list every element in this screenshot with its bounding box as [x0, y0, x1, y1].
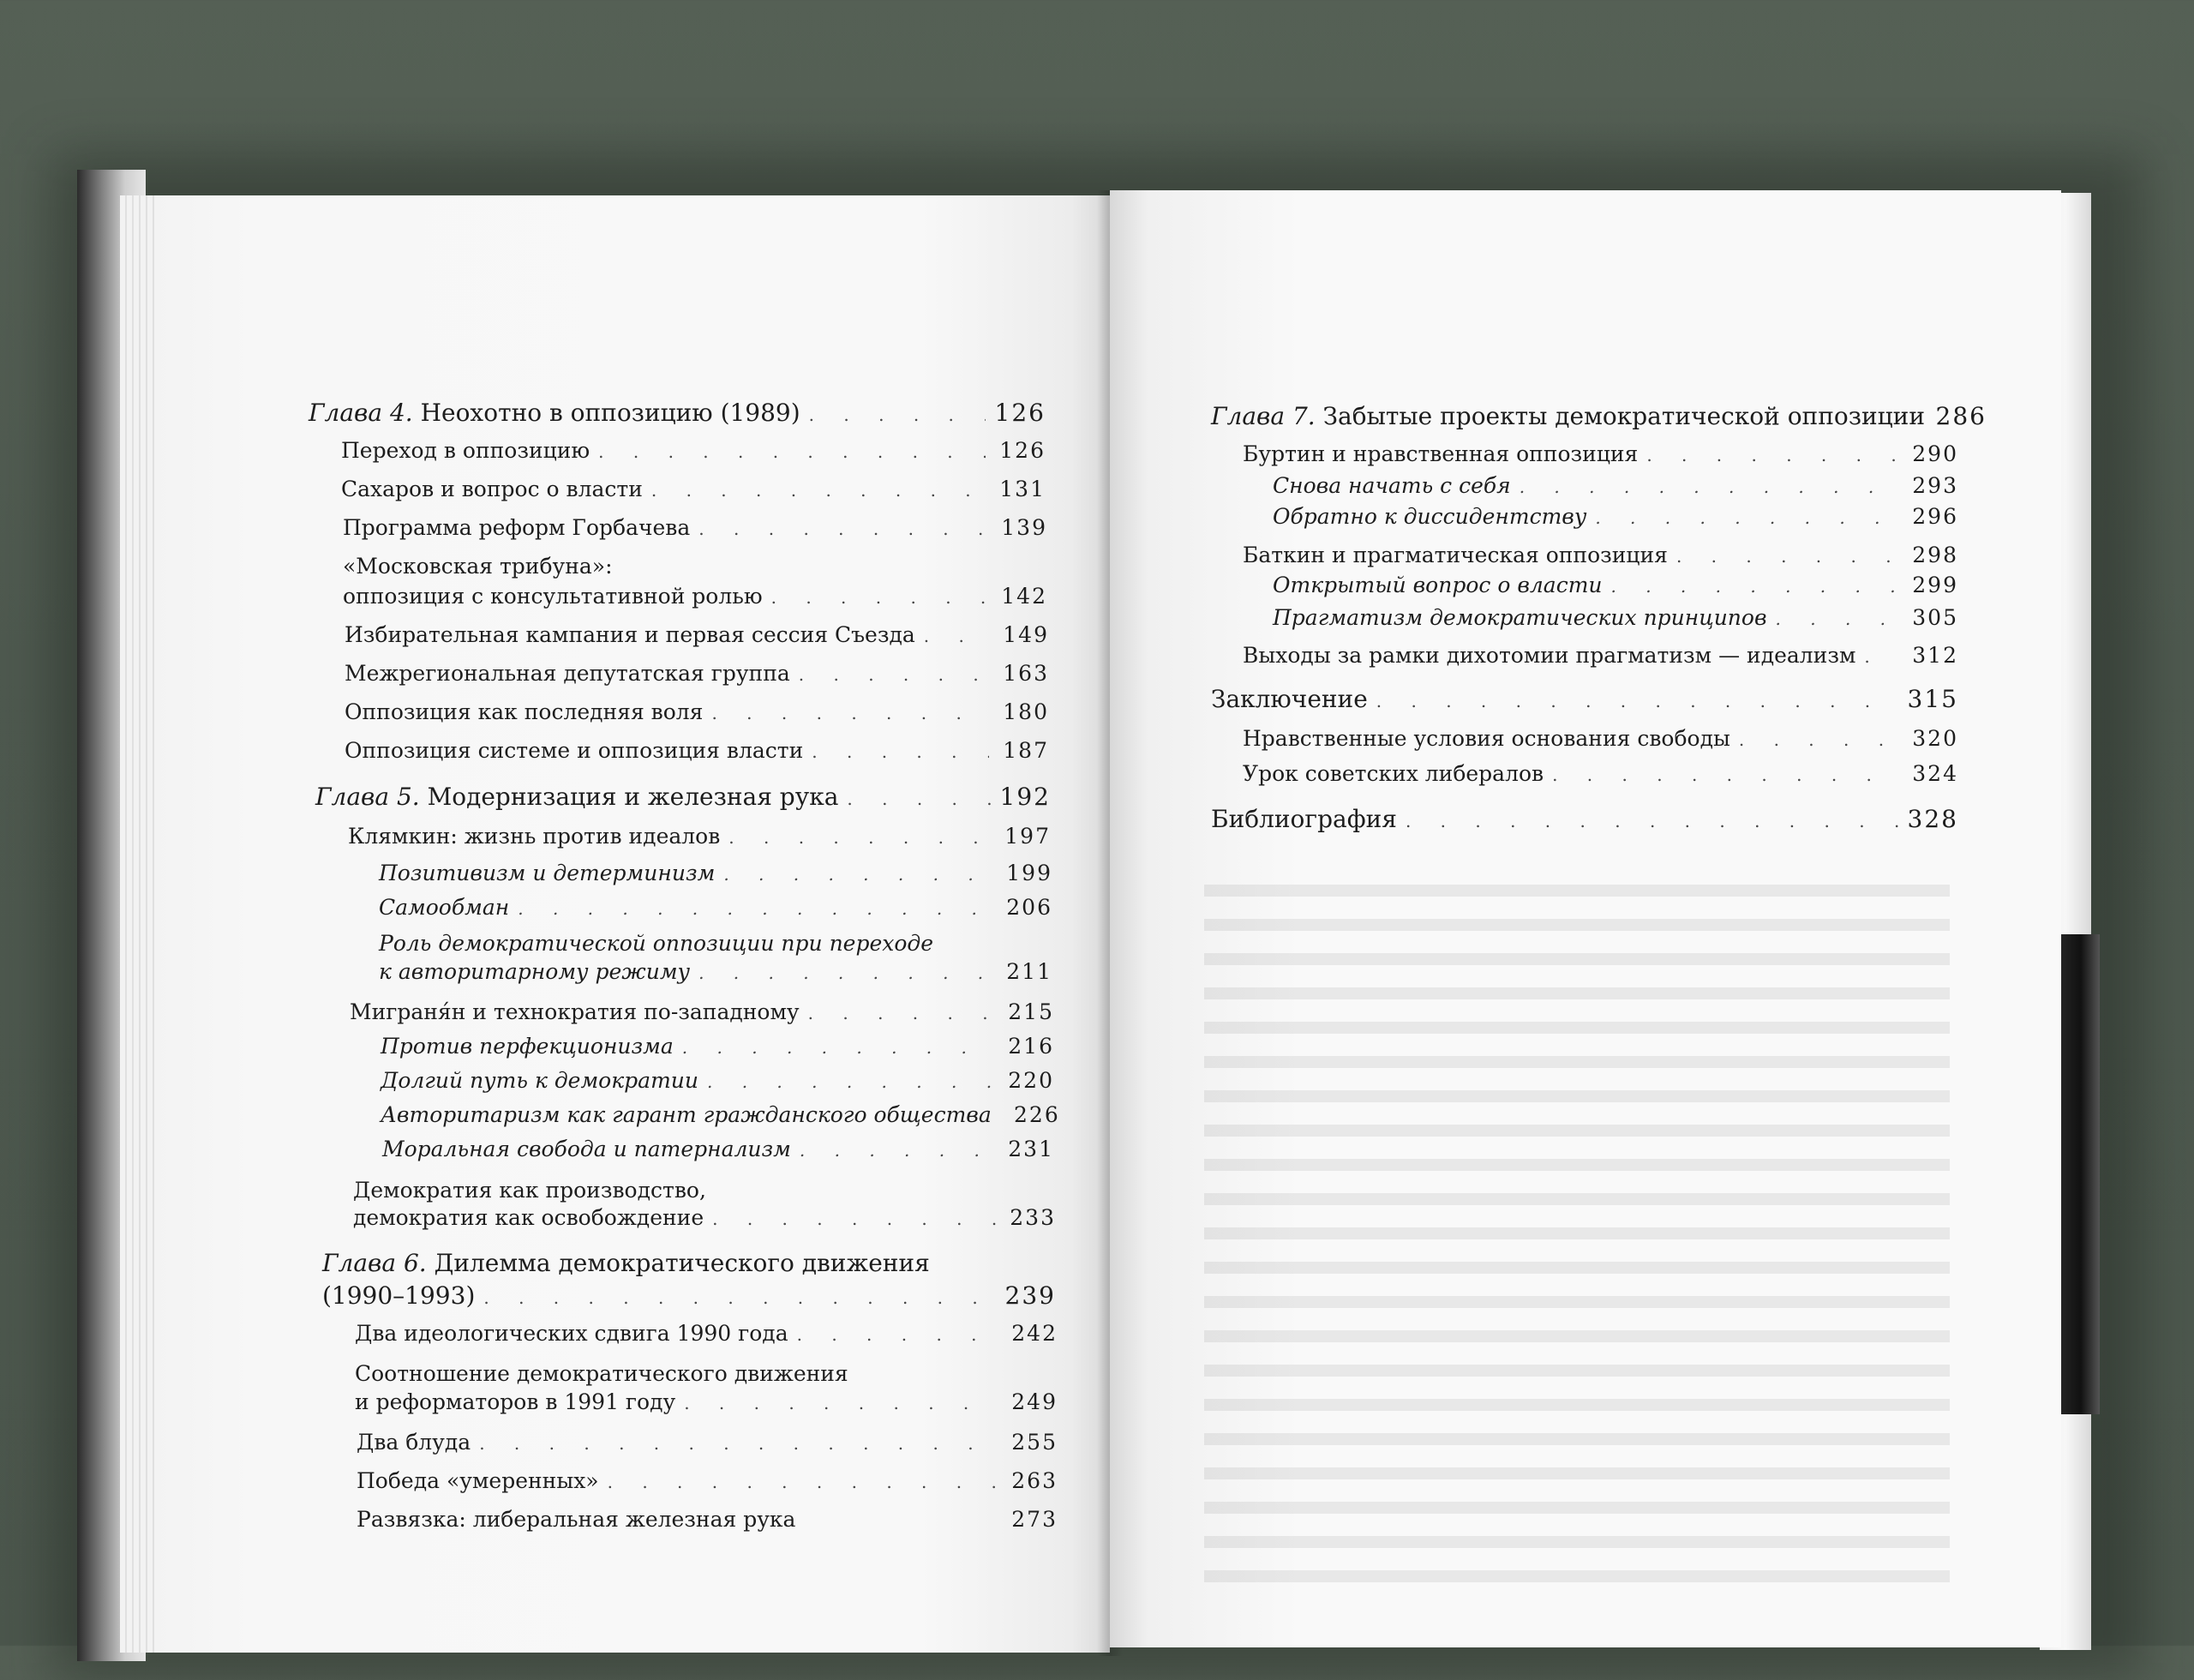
entry-title-line1: Роль демократической оппозиции при переходе: [379, 931, 934, 956]
page-number: 286: [1935, 402, 1987, 430]
toc-entry: [379, 961, 1052, 982]
page-number: 305: [1912, 605, 1958, 630]
entry-title: Долгий путь к демократии: [381, 1068, 698, 1093]
entry-title: Программа реформ Горбачева: [343, 515, 691, 540]
page-number: 263: [1011, 1468, 1058, 1493]
toc-entry-chapter-5: [315, 785, 1051, 809]
page-number: 142: [1001, 584, 1047, 609]
page-number: 328: [1907, 805, 1958, 833]
toc-entry: [1273, 506, 1958, 527]
dot-leader: [698, 964, 992, 981]
toc-entry: [1273, 475, 1958, 496]
entry-title: Переход в оппозицию: [341, 438, 590, 463]
dot-leader: [1739, 731, 1898, 748]
dot-leader: [479, 1435, 998, 1452]
entry-title: Снова начать с себя: [1273, 473, 1511, 498]
page-number: 126: [999, 438, 1046, 463]
entry-title: демократия как освобождение: [353, 1205, 704, 1230]
toc-entry: [381, 1102, 1060, 1127]
entry-title-line1: «Московская трибуна»:: [343, 554, 613, 579]
entry-title: Неохотно в оппозицию (1989): [420, 399, 800, 427]
entry-title: Буртин и нравственная оппозиция: [1243, 441, 1639, 466]
toc-entry: [379, 862, 1052, 884]
dot-leader: [1552, 766, 1898, 783]
toc-entry: [355, 1391, 1058, 1413]
toc-entry-chapter-6-line1: [322, 1251, 930, 1275]
entry-title: Прагматизм демократических принципов: [1273, 605, 1767, 630]
toc-entry: [350, 1001, 1054, 1023]
entry-title: оппозиция с консультативной ролью: [343, 584, 763, 609]
page-number: 126: [994, 399, 1046, 427]
page-number: 312: [1912, 643, 1958, 668]
page-number: 231: [1008, 1137, 1054, 1161]
page-number: 180: [1003, 699, 1049, 724]
page-number: 215: [1008, 999, 1054, 1024]
toc-entry: [343, 517, 1047, 538]
page-number: 149: [1003, 622, 1049, 647]
dot-leader: [771, 589, 987, 606]
dot-leader: [598, 443, 986, 460]
page-number: 315: [1907, 685, 1958, 713]
dot-leader: [809, 406, 986, 423]
dot-leader: [728, 829, 991, 846]
dot-leader: [1676, 548, 1898, 565]
toc-entry: [1243, 544, 1958, 566]
toc-entry: [345, 701, 1049, 723]
dot-leader: [847, 790, 991, 807]
chapter-prefix: Глава 4.: [309, 399, 413, 427]
page-number: 239: [1004, 1281, 1056, 1310]
page-number: 220: [1008, 1068, 1054, 1093]
dot-leader: [711, 705, 989, 722]
dot-leader: [483, 1289, 996, 1306]
dot-leader: [723, 866, 992, 883]
dot-leader: [1595, 509, 1898, 526]
page-number: 206: [1006, 895, 1052, 920]
entry-title: Развязка: либеральная железная рука: [357, 1507, 796, 1532]
dot-leader: [1406, 813, 1898, 830]
dot-leader: [712, 1210, 996, 1227]
toc-entry: [353, 1207, 1056, 1228]
entry-title: Модернизация и железная рука: [427, 783, 839, 811]
dot-leader: [800, 1142, 994, 1159]
dot-leader: [1520, 478, 1898, 495]
dot-leader: [1376, 693, 1898, 710]
page-number: 139: [1001, 515, 1047, 540]
entry-title: Урок советских либералов: [1243, 761, 1544, 786]
toc-entry: [381, 1035, 1054, 1057]
left-page: [154, 195, 1110, 1653]
entry-title-line1: Демократия как производство,: [353, 1178, 706, 1203]
entry-title: и реформаторов в 1991 году: [355, 1389, 676, 1414]
toc-entry: [357, 1431, 1058, 1453]
entry-title: Оппозиция системе и оппозиция власти: [345, 738, 804, 763]
page-number: 255: [1011, 1430, 1058, 1455]
dot-leader: [707, 1073, 994, 1090]
toc-entry: [341, 478, 1046, 500]
entry-title: Обратно к диссидентству: [1273, 504, 1587, 529]
page-number: 249: [1011, 1389, 1058, 1414]
page-number: 199: [1006, 861, 1052, 885]
page-number: 163: [1003, 661, 1049, 686]
page-number: 226: [1014, 1102, 1060, 1127]
entry-title: Самообман: [379, 895, 510, 920]
entry-title: Авторитаризм как гарант гражданского общества: [381, 1102, 992, 1127]
page-number: 298: [1912, 543, 1958, 567]
toc-entry: [345, 663, 1049, 684]
entry-title: Оппозиция как последняя воля: [345, 699, 704, 724]
toc-entry: [379, 897, 1052, 918]
entry-title: Выходы за рамки дихотомии прагматизм — идеализм: [1243, 643, 1856, 668]
toc-entry: [1243, 763, 1958, 784]
dot-leader: [808, 1005, 994, 1022]
toc-entry: [1273, 574, 1958, 596]
toc-entry: [345, 624, 1049, 645]
entry-title: Межрегиональная депутатская группа: [345, 661, 790, 686]
toc-entry: [357, 1470, 1058, 1491]
page-number: 131: [999, 477, 1046, 501]
toc-entry-conclusion: [1211, 687, 1958, 711]
toc-entry-chapter-6: [322, 1281, 1056, 1310]
page-number: 233: [1010, 1205, 1056, 1230]
entry-title: Сахаров и вопрос о власти: [341, 477, 643, 501]
entry-title: Два идеологических сдвига 1990 года: [355, 1321, 788, 1346]
entry-title: Позитивизм и детерминизм: [379, 861, 716, 885]
dot-leader: [1646, 447, 1898, 464]
toc-entry: [1243, 645, 1958, 666]
entry-title: Избирательная кампания и первая сессия Съезда: [345, 622, 915, 647]
dot-leader: [1864, 648, 1898, 665]
page-number: 211: [1006, 959, 1052, 984]
page-number: 324: [1912, 761, 1958, 786]
entry-title: Против перфекционизма: [381, 1034, 674, 1059]
dot-leader: [797, 1326, 998, 1343]
entry-title: Открытый вопрос о власти: [1273, 573, 1603, 597]
toc-entry: [1243, 443, 1958, 465]
dot-leader: [698, 520, 987, 537]
entry-title: Миграня́н и технократия по-западному: [350, 999, 800, 1024]
page-number: 293: [1912, 473, 1958, 498]
page-number: 216: [1008, 1034, 1054, 1059]
entry-title: Победа «умеренных»: [357, 1468, 599, 1493]
chapter-prefix: Глава 5.: [315, 783, 420, 811]
entry-title-line1: Соотношение демократического движения: [355, 1361, 848, 1386]
dot-leader: [812, 743, 989, 760]
chapter-prefix: Глава 6.: [322, 1249, 427, 1277]
entry-title: Два блуда: [357, 1430, 471, 1455]
toc-entry-chapter-7: [1211, 402, 1987, 430]
page-number: 296: [1912, 504, 1958, 529]
page-number: 242: [1011, 1321, 1058, 1346]
entry-title: Заключение: [1211, 685, 1368, 713]
dot-leader: [684, 1395, 998, 1412]
toc-entry: [357, 1509, 1058, 1530]
dot-leader: [1611, 578, 1899, 595]
dot-leader: [682, 1039, 994, 1056]
page-number: 320: [1912, 726, 1958, 751]
page-number: 187: [1003, 738, 1049, 763]
dot-leader: [518, 900, 992, 917]
toc-entry: [341, 440, 1046, 461]
toc-entry: [345, 740, 1049, 761]
page-number: 192: [999, 783, 1051, 811]
toc-entry: [355, 1323, 1058, 1344]
dot-leader: [608, 1473, 998, 1491]
right-page: [1110, 190, 2061, 1647]
entry-title: Забытые проекты демократической оппозиции: [1322, 402, 1925, 430]
entry-title: Клямкин: жизнь против идеалов: [348, 824, 721, 849]
page-number: 197: [1004, 824, 1051, 849]
toc-entry: [348, 825, 1051, 847]
toc-entry-bibliography: [1211, 807, 1958, 831]
entry-title: к авторитарному режиму: [379, 959, 691, 984]
page-number: 273: [1011, 1507, 1058, 1532]
toc-entry: [343, 585, 1047, 607]
entry-title: Баткин и прагматическая оппозиция: [1243, 543, 1668, 567]
dot-leader: [651, 482, 986, 499]
entry-title: Библиография: [1211, 805, 1397, 833]
page-number: 290: [1912, 441, 1958, 466]
toc-entry-chapter-4: [309, 401, 1046, 425]
dot-leader: [1776, 610, 1898, 627]
entry-title: (1990–1993): [322, 1281, 476, 1310]
toc-entry: [382, 1138, 1054, 1160]
entry-title: Моральная свобода и патернализм: [382, 1137, 791, 1161]
dot-leader: [799, 666, 989, 683]
chapter-prefix: Глава 7.: [1211, 402, 1316, 430]
toc-entry: [381, 1070, 1054, 1091]
entry-title: Нравственные условия основания свободы: [1243, 726, 1730, 751]
toc-entry: [1273, 607, 1958, 628]
page-number: 299: [1912, 573, 1958, 597]
dot-leader: [924, 627, 989, 645]
entry-title-line1: Дилемма демократического движения: [434, 1249, 930, 1277]
toc-entry: [1243, 728, 1958, 749]
